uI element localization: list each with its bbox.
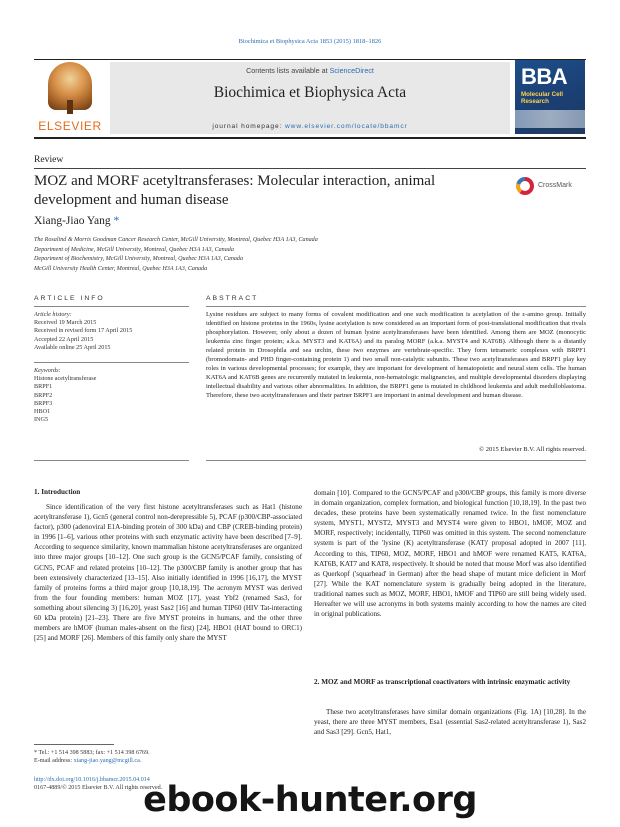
article-history — [34, 311, 189, 352]
email-line — [34, 757, 302, 765]
author-line — [34, 215, 119, 227]
abstract-copyright: © 2015 Elsevier B.V. All rights reserved. — [479, 446, 586, 453]
keyword-item: BRPF2 — [34, 391, 53, 399]
author-contact: * Tel.: +1 514 398 5883; fax: +1 514 398 6769. — [34, 750, 150, 756]
cover-title: BBA — [521, 64, 568, 89]
history-heading: Article history: — [34, 311, 72, 318]
history-item: Available online 25 April 2015 — [34, 343, 111, 351]
divider — [34, 168, 586, 169]
issn-line: 0167-4889/© 2015 Elsevier B.V. All rights reserved. — [34, 785, 163, 792]
section-heading — [34, 488, 302, 496]
corresponding-author-mark[interactable]: * — [113, 215, 120, 227]
crossmark-icon — [516, 177, 534, 195]
affiliations — [34, 236, 586, 275]
sciencedirect-link[interactable]: ScienceDirect — [329, 66, 374, 75]
affiliation-item: The Rosalind & Morris Goodman Cancer Research Center, McGill University, Montreal, Quebec H3A 1A3, Canada — [34, 237, 318, 243]
journal-title: Biochimica et Biophysica Acta — [213, 84, 407, 101]
divider — [206, 306, 586, 307]
homepage-link[interactable]: www.elsevier.com/locate/bbamcr — [285, 123, 408, 130]
crossmark-badge[interactable] — [516, 176, 586, 196]
divider — [206, 460, 586, 461]
history-item: Received 19 March 2015 — [34, 319, 97, 327]
affiliation-item: Department of Biochemistry, McGill University, Montreal, Quebec H3A 1A3, Canada — [34, 256, 244, 263]
journal-citation[interactable]: Biochimica et Biophysica Acta 1853 (2015) 1818–1826 — [238, 38, 382, 45]
author-name: Xiang-Jiao Yang — [34, 215, 111, 227]
publisher-wordmark: ELSEVIER — [38, 119, 102, 133]
divider — [34, 460, 189, 461]
body-paragraph: domain [10]. Compared to the GCN5/PCAF and p300/CBP groups, this family is more diverse in domain organization, complex formation, and biological function [10,18,19]. In the past two decades, these proteins have been systematically renamed twice. In the first nomenclature system, MYST1, MYST2, MYST3 and MYST4 were given to HBO1, hMOF, MOZ and MORF, respectively; incidentally, TIP60 was omitted in this system. The second nomenclature system is part of the 'lysine (K) acetyltransferase (KAT)' proposal adopted in 2007 [11]. According to this, TIP60, MOZ, MORF, HBO1 and hMOF were renamed KAT5, KAT6A, KAT6B, KAT7 and KAT8, respectively. It should be noted that mouse Morf was also identified as Querkopf ('squarhead' in German) after the head shape of mutant mice deficient in Morf [27]. While the KAT nomenclature system is gradually being adopted in the literature, traditional names such as MOZ, MORF, HBO1, hMOF and TIP60 are still being widely used. Hereafter we will use acronyms in both systems mainly according to how the names are cited in original publications. — [314, 489, 586, 619]
contents-line — [110, 66, 510, 75]
keyword-item: ING5 — [34, 416, 49, 424]
crossmark-label: CrossMark — [538, 182, 572, 189]
abstract-heading: ABSTRACT — [206, 295, 259, 302]
elsevier-logo — [34, 60, 106, 132]
divider — [34, 306, 189, 307]
divider — [34, 362, 189, 363]
history-item: Accepted 22 April 2015 — [34, 335, 94, 343]
footnote-divider — [34, 744, 114, 745]
keyword-item: HBO1 — [34, 408, 51, 416]
section-2-text: These two acetyltransferases have similar domain organizations (Fig. 1A) [10,28]. In the yeast, there are three MYST members, Esa1 (essential Sas2-related acetyltransferase 1), Sas2 and Sas3 [29]. Gcn5, Hat1, — [314, 708, 586, 737]
contents-prefix: Contents lists available at — [246, 66, 330, 75]
spacer — [34, 766, 302, 776]
keyword-item: BRPF3 — [34, 399, 53, 407]
keyword-item: BRPF1 — [34, 383, 53, 391]
email-link[interactable]: xiang-jiao.yang@mcgill.ca. — [73, 758, 142, 765]
article-info-heading: ARTICLE INFO — [34, 295, 105, 302]
keywords-heading: Keywords: — [34, 367, 61, 374]
history-item: Received in revised form 17 April 2015 — [34, 327, 133, 335]
article-type: Review — [34, 154, 64, 165]
article-title: MOZ and MORF acetyltransferases: Molecular interaction, animal development and human disease — [34, 173, 436, 208]
cover-subtitle: Molecular Cell Research — [521, 91, 563, 105]
watermark: ebook-hunter.org — [143, 780, 477, 820]
doi-link[interactable]: http://dx.doi.org/10.1016/j.bbamcr.2015.04.014 — [34, 776, 150, 783]
abstract-text: Lysine residues are subject to many forms of covalent modification and one such modification is acetylation of the ε-amino group. Initially identified on histone proteins in the 1960s, lysine acetylation is now considered as an important form of post-translational modification that rivals phosphorylation. However, only about a dozen of human lysine acetyltransferases have been identified. Among them are MOZ (monocytic leukemia zinc finger protein; a.k.a. MYST3 and KAT6A) and its paralog MORF (a.k.a. MYST4 and KAT6B). Although there is a distantly related protein in Drosophila and sea urchin, these two enzymes are vertebrate-specific. They form tetrameric complexes with BRPF1 (bromodomain- and PHD finger-containing protein 1) and two small non-catalytic subunits. These two acetyltransferases and BRPF1 play key roles in various developmental processes; for example, they are important for development of hematopoietic and neural stem cells. The human KAT6A and KAT6B genes are recurrently mutated in leukemia, non-hematologic malignancies, and multiple developmental disorders displaying intellectual disability and various other abnormalities. In addition, the BRPF1 gene is mutated in childhood leukemia and adult medulloblastoma. Therefore, these two acetyltransferases and their partner BRPF1 are important in animal development and human disease. — [206, 311, 586, 399]
journal-homepage — [110, 123, 510, 130]
homepage-prefix: journal homepage: — [212, 123, 285, 130]
keywords — [34, 367, 189, 424]
affiliation-item: McGill University Health Center, Montreal, Quebec H3A 1A3, Canada — [34, 266, 208, 273]
introduction-text: Since identification of the very first histone acetyltransferases such as Hat1 (histone acetyltransferase 1), Gcn5 (general control non-derepressible 5), PCAF (p300/CBP-associated factor), p300 (adenoviral E1A-binding protein of 300 kDa) and CBP (CREB-binding protein) in 1996 [1–6], various other proteins with such enzymatic activity have been described [7–9]. According to sequence similarity, known mammalian histone acetyltransferases are organized into three major groups [10–12]. One such group is the GCN5/PCAF family, consisting of GCN5, PCAF and related proteins [10–12]. The p300/CBP family is another group that has been extensively characterized [13–15]. Also initially identified in 1996 [16,17], the MYST family of proteins forms a third major group [10,18,19]. The acronym MYST was derived from the four founding members: human MOZ [17], yeast Ybf2 (renamed Sas3, for something about silencing 3) [16,20], yeast Sas2 [16] and human TIP60 (HIV Tat-interacting 60 kDa protein) [21–23]. There are five MYST proteins in humans, and the other three members are hMOF (human males-absent on the first) [24], HBO1 (HAT bound to ORC1) [25] and MORF [26]. Members of this family only share the MYST — [34, 503, 302, 643]
tree-trunk — [67, 100, 73, 114]
affiliation-item: Department of Medicine, McGill University, Montreal, Quebec H3A 1A3, Canada — [34, 246, 234, 253]
section-2-title: 2. MOZ and MORF as transcriptional coactivators with intrinsic enzymatic activity — [314, 678, 571, 686]
email-label: E-mail address: — [34, 758, 74, 765]
journal-cover-thumbnail — [515, 60, 585, 134]
cover-band — [515, 110, 585, 128]
section-1-title: 1. Introduction — [34, 488, 81, 496]
keyword-item: Histone acetyltransferase — [34, 375, 97, 383]
